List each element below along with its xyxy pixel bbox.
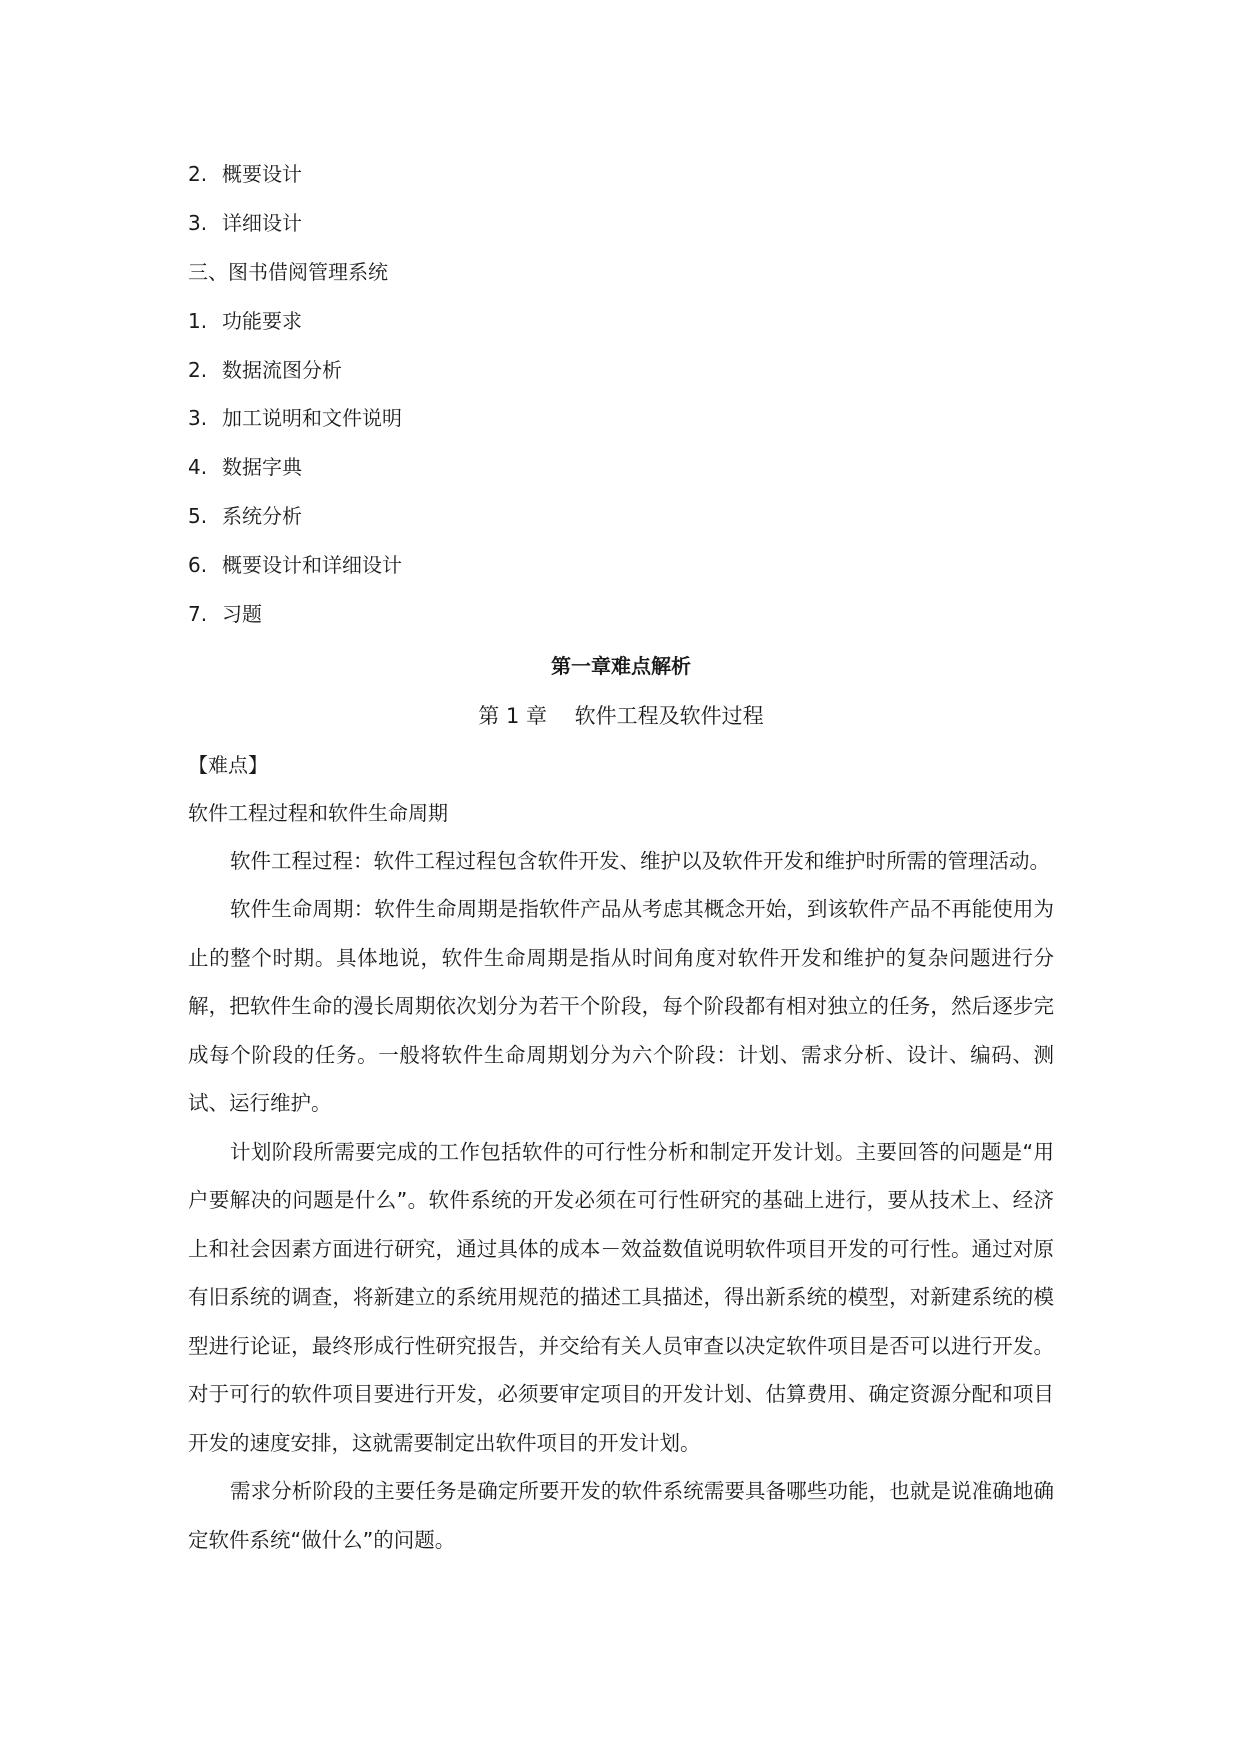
toc-text: 习题 (222, 602, 262, 627)
toc-item (188, 590, 1054, 639)
toc-text: 功能要求 (222, 308, 302, 333)
toc-text: 加工说明和文件说明 (222, 406, 402, 431)
toc-item (188, 492, 1054, 541)
toc-item (188, 346, 1054, 395)
toc-number: 6. (188, 553, 208, 578)
toc-number: 3. (188, 406, 208, 431)
section-title: 第一章难点解析 (551, 653, 691, 678)
toc-text: 概要设计 (222, 162, 302, 186)
toc-number: 2. (188, 357, 208, 382)
toc-text: 概要设计和详细设计 (222, 553, 402, 578)
toc-number: 4. (188, 455, 208, 480)
toc-item (188, 199, 1054, 248)
toc-section-heading (188, 248, 1054, 297)
document-page (188, 150, 1054, 1564)
toc-number: 5. (188, 504, 208, 529)
toc-item (188, 297, 1054, 346)
toc-text: 数据流图分析 (222, 357, 342, 382)
topic-heading: 软件工程过程和软件生命周期 (188, 800, 448, 825)
toc-list (188, 150, 1054, 639)
chapter-title: 第 1 章 软件工程及软件过程 (478, 703, 764, 728)
toc-text: 详细设计 (222, 210, 302, 235)
paragraph-lifecycle: 软件生命周期：软件生命周期是指软件产品从考虑其概念开始，到该软件产品不再能使用为止的整个时期。具体地说，软件生命周期是指从时间角度对软件开发和维护的复杂问题进行分解，把软件生命的漫长周期依次划分为若干个阶段，每个阶段都有相对独立的任务，然后逐步完成每个阶段的任务。一般将软件生命周期划分为六个阶段：计划、需求分析、设计、编码、测试、运行维护。 (188, 897, 1054, 1116)
toc-number: 3. (188, 210, 208, 235)
paragraph-process: 软件工程过程：软件工程过程包含软件开发、维护以及软件开发和维护时所需的管理活动。 (230, 848, 1050, 873)
paragraph-requirements: 需求分析阶段的主要任务是确定所要开发的软件系统需要具备哪些功能，也就是说准确地确定软件系统“做什么”的问题。 (188, 1479, 1054, 1552)
paragraph-planning: 计划阶段所需要完成的工作包括软件的可行性分析和制定开发计划。主要回答的问题是“用户要解决的问题是什么”。软件系统的开发必须在可行性研究的基础上进行，要从技术上、经济上和社会因素方面进行研究，通过具体的成本－效益数值说明软件项目开发的可行性。通过对原有旧系统的调查，将新建立的系统用规范的描述工具描述，得出新系统的模型，对新建系统的模型进行论证，最终形成行性研究报告，并交给有关人员审查以决定软件项目是否可以进行开发。对于可行的软件项目要进行开发，必须要审定项目的开发计划、估算费用、确定资源分配和项目开发的速度安排，这就需要制定出软件项目的开发计划。 (188, 1139, 1054, 1455)
toc-number: 2. (188, 162, 208, 186)
toc-number: 7. (188, 602, 208, 627)
toc-item (188, 394, 1054, 443)
toc-item (188, 150, 1054, 199)
toc-item (188, 443, 1054, 492)
toc-item (188, 541, 1054, 590)
toc-text: 系统分析 (222, 504, 302, 529)
difficulty-label: 【难点】 (188, 752, 268, 777)
toc-number: 1. (188, 308, 208, 333)
toc-text: 三、图书借阅管理系统 (188, 259, 388, 284)
toc-text: 数据字典 (222, 455, 302, 480)
